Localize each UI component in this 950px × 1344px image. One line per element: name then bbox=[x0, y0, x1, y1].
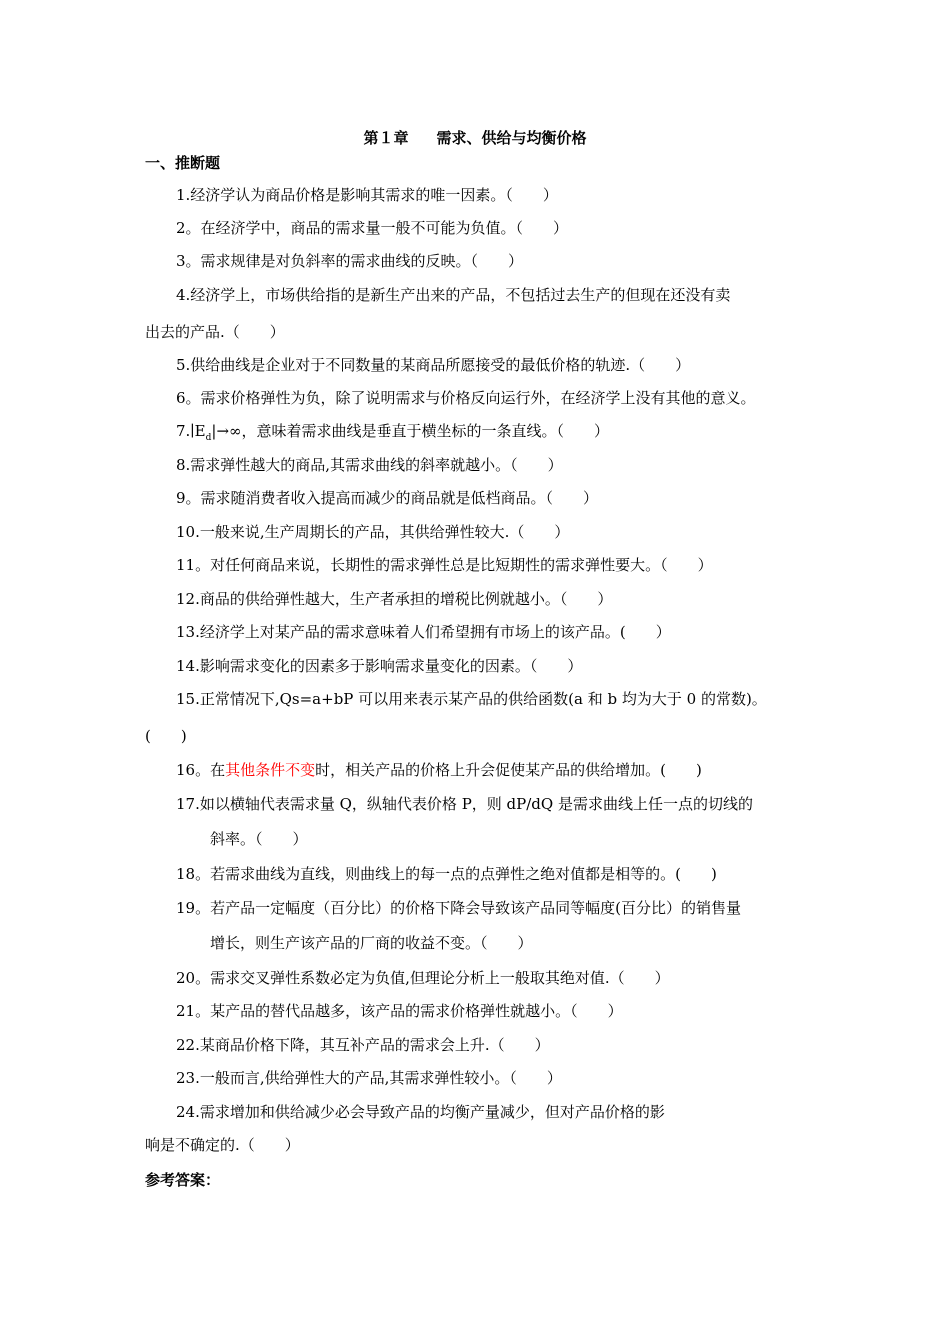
question-21: 21。某产品的替代品越多，该产品的需求价格弹性就越小。（ ） bbox=[176, 1002, 623, 1020]
question-23: 23.一般而言,供给弹性大的产品,其需求弹性较小。（ ） bbox=[176, 1069, 562, 1087]
question-15-line-1: 15.正常情况下,Qs=a+bP 可以用来表示某产品的供给函数(a 和 b 均为大于 0 的常数)。 bbox=[176, 690, 767, 708]
question-17-line-1: 17.如以横轴代表需求量 Q，纵轴代表价格 P，则 dP/dQ 是需求曲线上任一点的切线的 bbox=[176, 795, 753, 813]
question-22: 22.某商品价格下降，其互补产品的需求会上升.（ ） bbox=[176, 1036, 550, 1054]
q16-highlight: 其他条件不变 bbox=[225, 761, 316, 779]
question-4-line-1: 4.经济学上，市场供给指的是新生产出来的产品，不包括过去生产的但现在还没有卖 bbox=[176, 286, 731, 304]
question-10: 10.一般来说,生产周期长的产品，其供给弹性较大.（ ） bbox=[176, 523, 570, 541]
question-16 bbox=[176, 760, 702, 780]
question-14: 14.影响需求变化的因素多于影响需求量变化的因素。（ ） bbox=[176, 657, 583, 675]
question-2: 2。在经济学中，商品的需求量一般不可能为负值。（ ） bbox=[176, 219, 569, 237]
question-9: 9。需求随消费者收入提高而减少的商品就是低档商品。（ ） bbox=[176, 489, 599, 507]
chapter-title bbox=[0, 127, 950, 148]
question-17-line-2: 斜率。（ ） bbox=[210, 830, 308, 848]
chapter-name: 需求、供给与均衡价格 bbox=[436, 129, 587, 147]
question-20: 20。需求交叉弹性系数必定为负值,但理论分析上一般取其绝对值.（ ） bbox=[176, 969, 670, 987]
question-12: 12.商品的供给弹性越大，生产者承担的增税比例就越小。（ ） bbox=[176, 590, 613, 608]
question-5: 5.供给曲线是企业对于不同数量的某商品所愿接受的最低价格的轨迹.（ ） bbox=[176, 356, 691, 374]
answers-heading: 参考答案： bbox=[145, 1171, 221, 1189]
question-19-line-2: 增长，则生产该产品的厂商的收益不变。（ ） bbox=[210, 934, 533, 952]
question-7 bbox=[176, 421, 609, 448]
question-3: 3。需求规律是对负斜率的需求曲线的反映。（ ） bbox=[176, 252, 524, 270]
q16-suffix: 时，相关产品的价格上升会促使某产品的供给增加。( ) bbox=[315, 761, 702, 779]
question-11: 11。对任何商品来说，长期性的需求弹性总是比短期性的需求弹性要大。（ ） bbox=[176, 556, 713, 574]
question-15-line-2: ( ) bbox=[145, 727, 187, 745]
q7-prefix: 7.∣E bbox=[176, 422, 206, 440]
q7-subscript: d bbox=[205, 433, 212, 443]
question-6: 6。需求价格弹性为负，除了说明需求与价格反向运行外，在经济学上没有其他的意义。 bbox=[176, 389, 756, 407]
question-4-line-2: 出去的产品.（ ） bbox=[145, 323, 285, 341]
question-24-line-1: 24.需求增加和供给减少必会导致产品的均衡产量减少，但对产品价格的影 bbox=[176, 1103, 665, 1121]
question-24-line-2: 响是不确定的.（ ） bbox=[145, 1136, 300, 1154]
question-18: 18。若需求曲线为直线，则曲线上的每一点的点弹性之绝对值都是相等的。( ) bbox=[176, 865, 717, 883]
section-heading: 一、推断题 bbox=[145, 154, 221, 172]
question-1: 1.经济学认为商品价格是影响其需求的唯一因素。（ ） bbox=[176, 186, 558, 204]
q7-suffix: |→∞，意味着需求曲线是垂直于横坐标的一条直线。（ ） bbox=[211, 422, 610, 440]
question-19-line-1: 19。若产品一定幅度（百分比）的价格下降会导致该产品同等幅度(百分比）的销售量 bbox=[176, 899, 741, 917]
q16-prefix: 16。在 bbox=[176, 761, 226, 779]
question-8: 8.需求弹性越大的商品,其需求曲线的斜率就越小。（ ） bbox=[176, 456, 563, 474]
question-13: 13.经济学上对某产品的需求意味着人们希望拥有市场上的该产品。( ） bbox=[176, 623, 671, 641]
chapter-number: 第１章 bbox=[363, 129, 409, 147]
